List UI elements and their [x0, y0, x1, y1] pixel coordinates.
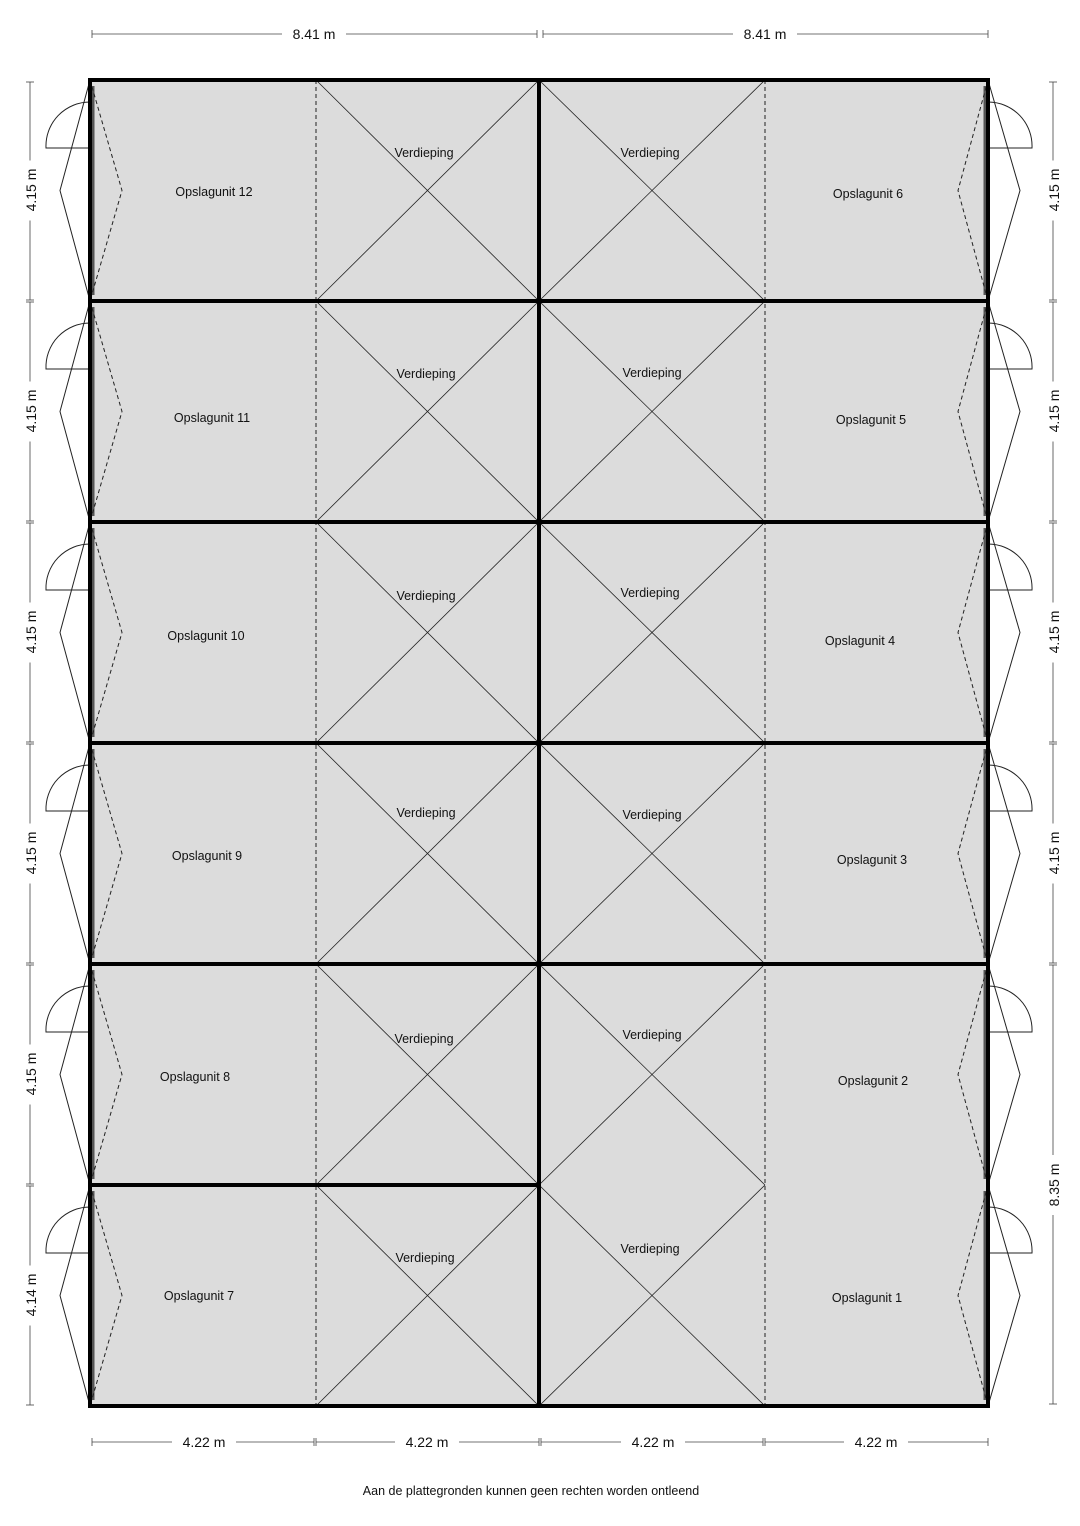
unit-label-8: Opslagunit 8 — [159, 1070, 231, 1084]
door-swing-arc — [46, 544, 90, 590]
mezzanine-label-11: Verdieping — [396, 367, 456, 381]
unit-label-5: Opslagunit 5 — [835, 413, 907, 427]
dim-left-1: 4.15 m — [23, 168, 39, 212]
dim-bottom-4: 4.22 m — [854, 1434, 898, 1450]
dim-bottom-3: 4.22 m — [631, 1434, 675, 1450]
mezzanine-label-7: Verdieping — [395, 1251, 455, 1265]
mezzanine-label-6: Verdieping — [620, 146, 680, 160]
unit-label-1: Opslagunit 1 — [831, 1291, 903, 1305]
door-leaf-outer — [60, 301, 90, 522]
door-leaf-outer — [60, 522, 90, 743]
mezzanine-label-10: Verdieping — [396, 589, 456, 603]
door-swing-arc — [988, 765, 1032, 811]
door-swing-arc — [46, 1207, 90, 1253]
door-leaf-outer — [60, 1185, 90, 1406]
dim-right-3: 4.15 m — [1046, 610, 1062, 654]
unit-label-12: Opslagunit 12 — [175, 185, 253, 199]
door-leaf-outer — [60, 964, 90, 1185]
dim-right-2: 4.15 m — [1046, 389, 1062, 433]
door-leaf-outer — [60, 80, 90, 301]
door-leaf-outer — [988, 301, 1020, 522]
dim-bottom-2: 4.22 m — [405, 1434, 449, 1450]
door-swing-arc — [46, 765, 90, 811]
dim-right-1: 4.15 m — [1046, 168, 1062, 212]
door-swing-arc — [988, 323, 1032, 369]
door-swing-arc — [46, 323, 90, 369]
unit-label-2: Opslagunit 2 — [837, 1074, 909, 1088]
dim-top-left: 8.41 m — [292, 26, 336, 42]
door-swing-arc — [988, 1207, 1032, 1253]
mezzanine-label-5: Verdieping — [622, 366, 682, 380]
door-swing-arc — [988, 986, 1032, 1032]
door-leaf-outer — [988, 80, 1020, 301]
dim-right-4: 4.15 m — [1046, 831, 1062, 875]
door-leaf-outer — [60, 743, 90, 964]
unit-label-9: Opslagunit 9 — [171, 849, 243, 863]
dim-left-2: 4.15 m — [23, 389, 39, 433]
mezzanine-label-9: Verdieping — [396, 806, 456, 820]
unit-label-6: Opslagunit 6 — [832, 187, 904, 201]
dim-top-right: 8.41 m — [743, 26, 787, 42]
mezzanine-label-12: Verdieping — [394, 146, 454, 160]
door-swing-arc — [46, 986, 90, 1032]
unit-label-10: Opslagunit 10 — [167, 629, 245, 643]
unit-label-7: Opslagunit 7 — [163, 1289, 235, 1303]
door-swing-arc — [988, 544, 1032, 590]
mezzanine-label-1: Verdieping — [620, 1242, 680, 1256]
dim-left-4: 4.15 m — [23, 831, 39, 875]
mezzanine-label-2: Verdieping — [622, 1028, 682, 1042]
dim-left-5: 4.15 m — [23, 1052, 39, 1096]
mezzanine-label-4: Verdieping — [620, 586, 680, 600]
door-leaf-outer — [988, 1185, 1020, 1406]
door-leaf-outer — [988, 743, 1020, 964]
dim-left-3: 4.15 m — [23, 610, 39, 654]
disclaimer-text: Aan de plattegronden kunnen geen rechten worden ontleend — [362, 1484, 700, 1498]
dim-right-5: 8.35 m — [1046, 1163, 1062, 1207]
unit-label-4: Opslagunit 4 — [824, 634, 896, 648]
mezzanine-label-8: Verdieping — [394, 1032, 454, 1046]
door-leaf-outer — [988, 964, 1020, 1185]
dim-left-6: 4.14 m — [23, 1273, 39, 1317]
unit-label-11: Opslagunit 11 — [173, 411, 251, 425]
dim-bottom-1: 4.22 m — [182, 1434, 226, 1450]
unit-label-3: Opslagunit 3 — [836, 853, 908, 867]
door-leaf-outer — [988, 522, 1020, 743]
door-swing-arc — [46, 102, 90, 148]
door-swing-arc — [988, 102, 1032, 148]
mezzanine-label-3: Verdieping — [622, 808, 682, 822]
